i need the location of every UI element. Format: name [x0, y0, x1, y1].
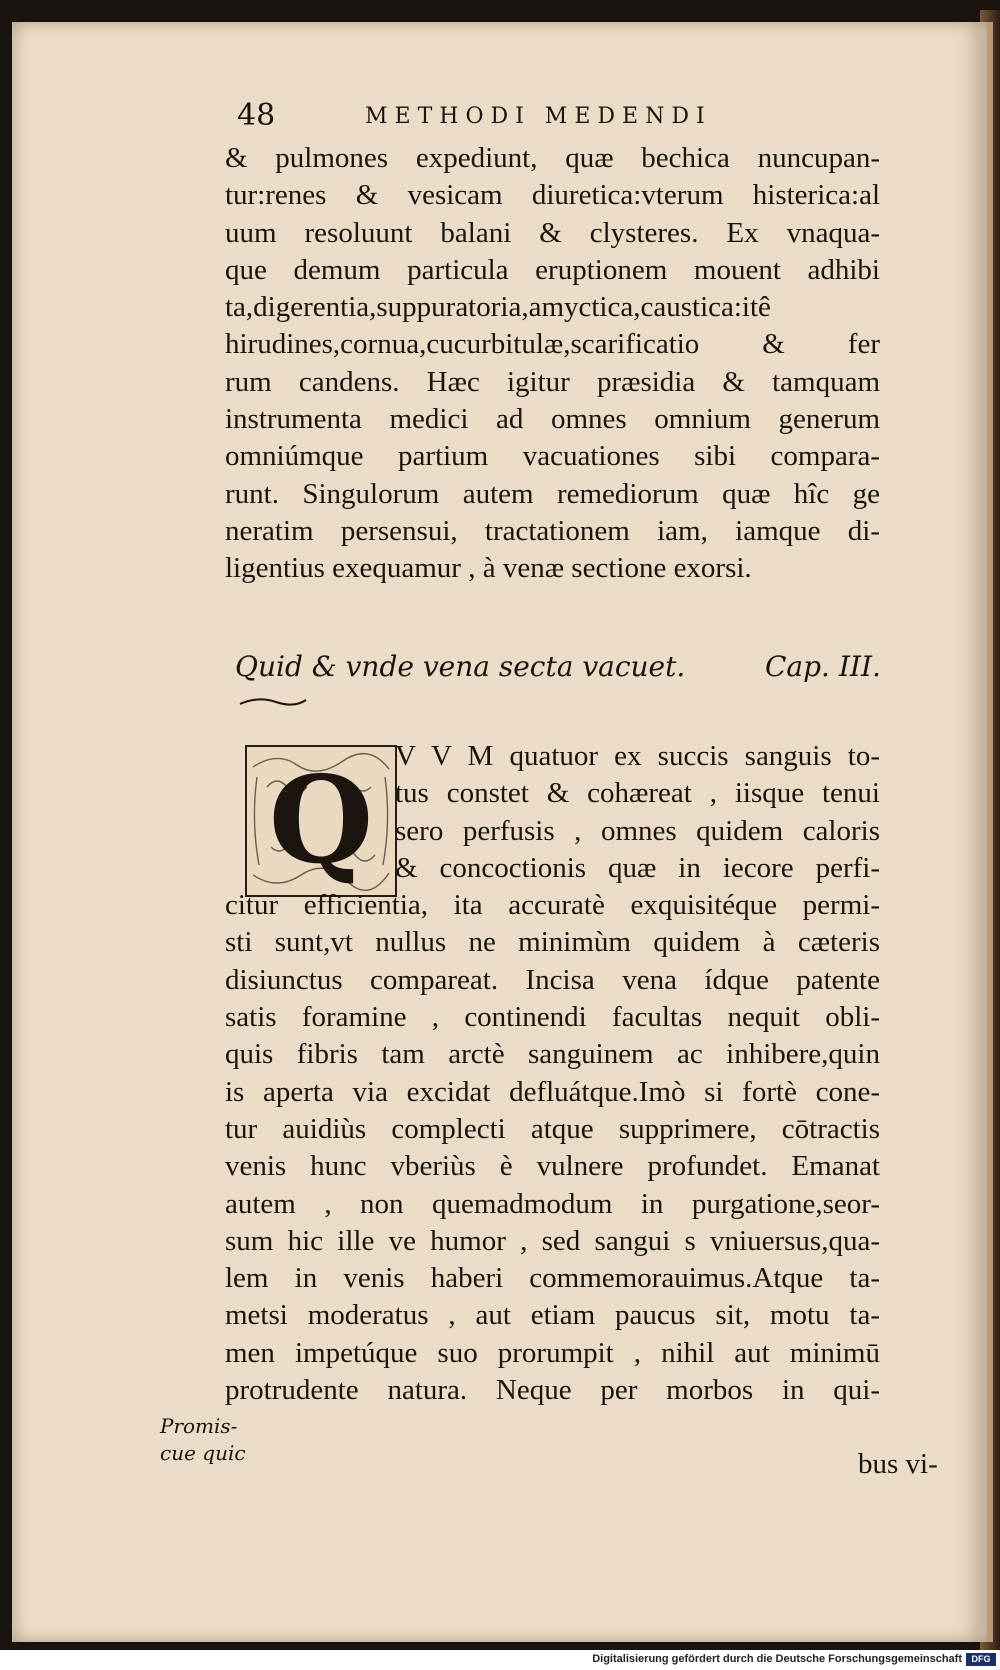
marginal-note-line: cue quic	[160, 1441, 246, 1465]
text-line: tur auidiùs complecti atque supprimere, cōtractis	[225, 1112, 880, 1145]
text-line: neratim persensui, tractationem iam, iamque di-	[225, 514, 880, 547]
running-head	[225, 98, 905, 138]
text-line: uum resoluunt balani & clysteres. Ex vnaqua-	[225, 216, 880, 249]
marginal-note	[160, 1413, 250, 1467]
text-line: omniúmque partium vacuationes sibi compara-	[225, 440, 880, 473]
text-line: sum hic ille ve humor , sed sangui s vniuersus,qua-	[225, 1224, 880, 1257]
text-line: hirudines,cornua,cucurbitulæ,scarificatio & fer	[225, 328, 880, 361]
catchword: bus vi-	[858, 1448, 938, 1480]
text-line: V V M quatuor ex succis sanguis to-	[395, 740, 880, 772]
text-line: metsi moderatus , aut etiam paucus sit, motu ta-	[225, 1299, 880, 1332]
text-line: que demum particula eruptionem mouent adhibi	[225, 253, 880, 286]
text-line: sero perfusis , omnes quidem caloris	[395, 814, 880, 847]
dfg-logo: DFG	[966, 1653, 996, 1666]
text-line: tus constet & cohæreat , iisque tenui	[395, 777, 880, 810]
chapter-number: Cap. III.	[765, 650, 881, 683]
text-line: protrudente natura. Neque per morbos in qui-	[225, 1374, 880, 1407]
chapter-title: Quid & vnde vena secta vacuet.	[235, 650, 686, 683]
initial-letter: Q	[268, 750, 374, 891]
text-line: & concoctionis quæ in iecore perfi-	[395, 851, 880, 884]
text-line: autem , non quemadmodum in purgatione,seor-	[225, 1187, 880, 1220]
digitization-credit: Digitalisierung gefördert durch die Deutsche Forschungsgemeinschaft	[592, 1653, 962, 1665]
running-title: METHODI MEDENDI	[365, 104, 712, 129]
text-line: rum candens. Hæc igitur præsidia & tamquam	[225, 365, 880, 398]
paragraph-2	[225, 738, 945, 1409]
text-line: tur:renes & vesicam diuretica:vterum histerica:al	[225, 179, 880, 212]
text-line: quis fibris tam arctè sanguinem ac inhibere,quin	[225, 1038, 880, 1071]
text-line: is aperta via excidat defluátque.Imò si fortè cone-	[225, 1075, 880, 1108]
page-number: 48	[237, 98, 276, 133]
text-line: venis hunc vberiùs è vulnere profundet. Emanat	[225, 1150, 880, 1183]
text-line: satis foramine , continendi facultas nequit obli-	[225, 1001, 880, 1034]
paragraph-1	[225, 140, 945, 588]
text-line: instrumenta medici ad omnes omnium generum	[225, 403, 880, 436]
text-line: ligentius exequamur , à venæ sectione exorsi.	[225, 552, 752, 585]
marginal-note-line: Promis-	[160, 1414, 238, 1438]
text-line: men impetúque suo prorumpit , nihil aut minimū	[225, 1336, 880, 1369]
text-line: lem in venis haberi commemorauimus.Atque ta-	[225, 1262, 880, 1295]
text-line: runt. Singulorum autem remediorum quæ hîc ge	[225, 477, 880, 510]
text-line: citur efficientia, ita accuratè exquisitéque permi-	[225, 889, 880, 922]
flourish-ornament	[238, 694, 308, 708]
text-line: disiunctus compareat. Incisa vena ídque patente	[225, 963, 880, 996]
text-line: sti sunt,vt nullus ne minimùm quidem à cæteris	[225, 926, 880, 959]
text-line: ta,digerentia,suppuratoria,amyctica,caustica:itê	[225, 291, 771, 324]
text-line: & pulmones expediunt, quæ bechica nuncupan-	[225, 142, 880, 174]
